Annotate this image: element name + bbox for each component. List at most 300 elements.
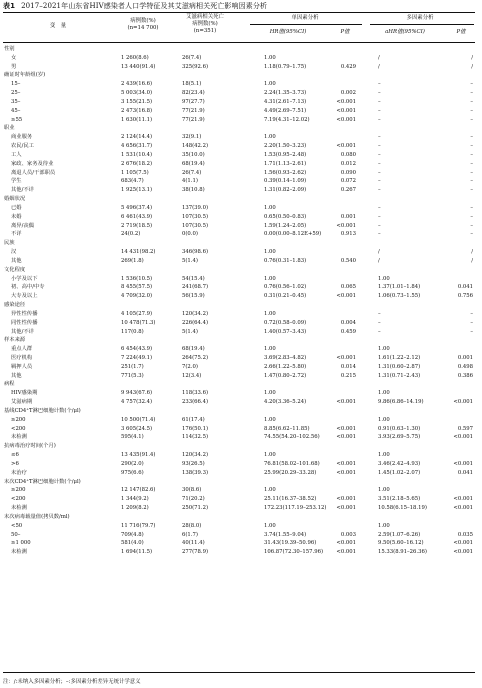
p-uni-cell: <0.001 [336, 399, 356, 406]
variable-cell: 艾滋病期 [11, 399, 33, 406]
hr-cell: 1.40(0.57–3.43) [264, 328, 307, 335]
hr-cell: 25.99(20.29–33.28) [264, 469, 317, 476]
ahr-cell: / [378, 249, 380, 256]
cases-cell: 10 500(71.4) [121, 416, 156, 423]
table-row [3, 63, 475, 72]
p-uni-cell: 0.913 [340, 231, 356, 238]
variable-cell: 女 [11, 54, 17, 61]
variable-cell: <50 [11, 522, 23, 529]
deaths-cell: 176(50.1) [182, 425, 209, 432]
cases-cell: 117(0.8) [121, 328, 144, 335]
p-multi-cell: 0.035 [457, 531, 473, 538]
hr-cell: 106.87(72.30–157.96) [264, 549, 324, 556]
cases-cell: 3 155(21.5) [121, 98, 153, 105]
table-row [3, 160, 475, 169]
p-multi-cell: <0.001 [453, 540, 473, 547]
variable-cell: 未婚 [11, 213, 22, 220]
deaths-cell: 68(19.4) [182, 346, 205, 353]
deaths-cell: 233(66.4) [182, 399, 209, 406]
hr-cell: 4.20(3.36–5.24) [264, 399, 307, 406]
hr-cell: 1.18(0.79–1.75) [264, 63, 307, 70]
cases-cell: 975(6.6) [121, 469, 144, 476]
hr-cell: 1.00 [264, 416, 276, 423]
table-row [3, 345, 475, 354]
section-label: 末次CD4⁺T淋巴细胞计数(个/μl) [4, 478, 81, 485]
table-footnote: 注：/:未纳入多因素分析；–:多因素分析差异无统计学意义 [3, 679, 141, 685]
hr-cell: 1.47(0.80–2.72) [264, 372, 307, 379]
table-row [3, 98, 475, 107]
deaths-cell: 77(21.9) [182, 107, 205, 114]
ahr-cell: / [378, 257, 380, 264]
table-row [3, 204, 475, 213]
deaths-cell: 148(42.2) [182, 143, 209, 150]
p-uni-cell: <0.001 [336, 425, 356, 432]
cases-cell: 1 630(11.1) [121, 116, 153, 123]
multivariate-underline [370, 24, 474, 25]
cases-cell: 683(4.7) [121, 178, 144, 185]
header-cases [112, 18, 174, 32]
cases-cell: 5 003(34.0) [121, 90, 153, 97]
deaths-cell: 7(2.0) [182, 363, 198, 370]
deaths-cell: 18(5.1) [182, 81, 202, 88]
cases-cell: 709(4.8) [121, 531, 144, 538]
ahr-cell: – [378, 204, 381, 211]
cases-cell: 4 656(31.7) [121, 143, 153, 150]
variable-cell: 异性性传播 [11, 310, 38, 317]
table-row [3, 151, 475, 160]
hr-cell: 4.49(2.69–7.51) [264, 107, 307, 114]
hr-cell: 0.65(0.50–0.83) [264, 213, 307, 220]
p-multi-cell: / [471, 63, 473, 70]
section-label: 确证时年龄组(岁) [4, 72, 46, 79]
p-uni-cell: 0.459 [340, 328, 356, 335]
table-row [3, 222, 475, 231]
cases-cell: 13 440(91.4) [121, 63, 156, 70]
cases-cell: 2 124(14.4) [121, 134, 153, 141]
hr-cell: 7.19(4.31–12.02) [264, 116, 310, 123]
deaths-cell: 30(8.6) [182, 487, 202, 494]
p-multi-cell: <0.001 [453, 399, 473, 406]
cases-cell: 1 260(8.6) [121, 54, 149, 61]
variable-cell: 35– [11, 98, 21, 105]
deaths-cell: 56(15.9) [182, 293, 205, 300]
hr-cell: 0.76(0.31–1.83) [264, 257, 307, 264]
p-uni-cell: 0.001 [340, 213, 356, 220]
ahr-cell: 9.50(5.60–16.12) [378, 540, 424, 547]
ahr-cell: 1.45(1.02–2.07) [378, 469, 421, 476]
table-row [3, 460, 475, 469]
p-uni-cell: 0.080 [340, 151, 356, 158]
deaths-cell: 107(30.5) [182, 222, 209, 229]
ahr-cell: 1.00 [378, 416, 390, 423]
variable-cell: 不详 [11, 231, 22, 238]
p-multi-cell: 0.001 [457, 354, 473, 361]
ahr-cell: – [378, 319, 381, 326]
deaths-cell: 77(21.9) [182, 116, 205, 123]
p-uni-cell: 0.003 [340, 531, 356, 538]
ahr-cell: – [378, 81, 381, 88]
p-multi-cell: <0.001 [453, 549, 473, 556]
table-row [3, 275, 475, 284]
deaths-cell: 120(34.2) [182, 310, 209, 317]
hr-cell: 2.66(1.22–5.80) [264, 363, 307, 370]
section-row [3, 380, 475, 389]
deaths-cell: 250(71.2) [182, 505, 209, 512]
cases-cell: 4 757(32.4) [121, 399, 153, 406]
section-row [3, 71, 475, 80]
p-multi-cell: 0.386 [457, 372, 473, 379]
hr-cell: 1.00 [264, 249, 276, 256]
cases-cell: 12 147(82.6) [121, 487, 156, 494]
p-multi-cell: – [470, 143, 473, 150]
table-row [3, 363, 475, 372]
ahr-cell: 1.06(0.73–1.55) [378, 293, 421, 300]
variable-cell: 初、高中/中专 [11, 284, 45, 291]
hr-cell: 1.71(1.13–2.61) [264, 160, 307, 167]
ahr-cell: – [378, 222, 381, 229]
p-uni-cell: 0.014 [340, 363, 356, 370]
table-title [3, 1, 267, 11]
section-row [3, 513, 475, 522]
cases-cell: 1 209(8.2) [121, 505, 149, 512]
ahr-cell: 3.93(2.69–5.75) [378, 434, 421, 441]
section-row [3, 124, 475, 133]
section-row [3, 442, 475, 451]
variable-cell: 其他 [11, 257, 22, 264]
deaths-cell: 107(30.5) [182, 213, 209, 220]
deaths-cell: 277(78.9) [182, 549, 209, 556]
p-multi-cell: – [470, 116, 473, 123]
table-row [3, 486, 475, 495]
table-row [3, 283, 475, 292]
table-row [3, 531, 475, 540]
table-row [3, 548, 475, 557]
hr-cell: 4.31(2.61–7.13) [264, 98, 307, 105]
hr-cell: 1.59(1.24–2.05) [264, 222, 307, 229]
cases-cell: 2 676(18.2) [121, 160, 153, 167]
section-label: 婚姻状况 [4, 196, 26, 203]
p-uni-cell: 0.072 [340, 178, 356, 185]
deaths-cell: 61(17.4) [182, 416, 205, 423]
p-multi-cell: 0.498 [457, 363, 473, 370]
variable-cell: HIV感染期 [11, 390, 38, 397]
cases-cell: 7 224(49.1) [121, 354, 153, 361]
p-multi-cell: – [470, 169, 473, 176]
deaths-cell: 5(1.4) [182, 257, 198, 264]
hr-cell: 2.20(1.50–3.23) [264, 143, 307, 150]
section-row [3, 478, 475, 487]
section-label: 民族 [4, 240, 15, 247]
table-row [3, 292, 475, 301]
variable-cell: 未检测 [11, 434, 27, 441]
deaths-cell: 97(27.7) [182, 98, 205, 105]
table-row [3, 504, 475, 513]
hr-cell: 1.56(0.93–2.62) [264, 169, 307, 176]
p-multi-cell: 0.597 [457, 425, 473, 432]
hr-cell: 1.00 [264, 452, 276, 459]
ahr-cell: 10.58(6.15–18.19) [378, 505, 427, 512]
ahr-cell: 1.61(1.22–2.12) [378, 354, 421, 361]
ahr-cell: 3.46(2.42–4.93) [378, 460, 421, 467]
section-label: 病程 [4, 381, 15, 388]
deaths-cell: 5(1.4) [182, 328, 198, 335]
p-multi-cell: / [471, 249, 473, 256]
ahr-cell: 1.00 [378, 390, 390, 397]
ahr-cell: 1.00 [378, 452, 390, 459]
table-row [3, 107, 475, 116]
p-uni-cell: <0.001 [336, 116, 356, 123]
section-row [3, 239, 475, 248]
deaths-cell: 346(98.6) [182, 249, 209, 256]
hr-cell: 1.00 [264, 346, 276, 353]
p-multi-cell: / [471, 54, 473, 61]
hr-cell: 76.81(58.02–101.68) [264, 460, 320, 467]
variable-cell: 羁押人员 [11, 363, 33, 370]
section-row [3, 266, 475, 275]
table-row [3, 539, 475, 548]
p-multi-cell: – [470, 231, 473, 238]
hr-cell: 3.74(1.55–9.04) [264, 531, 307, 538]
hr-cell: 1.00 [264, 134, 276, 141]
variable-cell: 男 [11, 63, 17, 70]
header-deaths [172, 14, 238, 35]
p-multi-cell: 0.041 [457, 469, 473, 476]
hr-cell: 0.31(0.21–0.45) [264, 293, 307, 300]
ahr-cell: – [378, 231, 381, 238]
section-label: 感染途径 [4, 302, 26, 309]
header-variable: 变 量 [49, 23, 67, 29]
variable-cell: 重点人群 [11, 346, 33, 353]
cases-cell: 4 709(32.0) [121, 293, 153, 300]
variable-cell: ≥1 000 [11, 540, 31, 547]
hr-cell: 8.85(6.62–11.85) [264, 425, 310, 432]
table-row [3, 433, 475, 442]
ahr-cell: – [378, 213, 381, 220]
header-rule [3, 42, 475, 43]
cases-cell: 2 439(16.6) [121, 81, 153, 88]
cases-cell: 6 461(43.9) [121, 213, 153, 220]
variable-cell: 商业服务 [11, 134, 33, 141]
table-title-text: 2017–2021年山东省HIV感染者人口学特征及其艾滋病相关死亡影响因素分析 [21, 2, 268, 10]
deaths-cell: 68(19.4) [182, 160, 205, 167]
p-multi-cell: 0.756 [457, 293, 473, 300]
variable-cell: 汉 [11, 249, 17, 256]
ahr-cell: / [378, 54, 380, 61]
cases-cell: 10 478(71.3) [121, 319, 156, 326]
p-multi-cell: – [470, 151, 473, 158]
table-row [3, 133, 475, 142]
variable-cell: 农民/民工 [11, 143, 34, 150]
ahr-cell: 1.37(1.01–1.84) [378, 284, 421, 291]
cases-cell: 5 496(37.4) [121, 204, 153, 211]
p-uni-cell: <0.001 [336, 460, 356, 467]
p-uni-cell: <0.001 [336, 98, 356, 105]
table-row [3, 310, 475, 319]
deaths-cell: 32(9.1) [182, 134, 202, 141]
hr-cell: 1.00 [264, 310, 276, 317]
deaths-cell: 0(0.0) [182, 231, 198, 238]
ahr-cell: – [378, 310, 381, 317]
p-uni-cell: <0.001 [336, 469, 356, 476]
table-row [3, 354, 475, 363]
hr-cell: 2.24(1.35–3.73) [264, 90, 307, 97]
deaths-cell: 325(92.6) [182, 63, 209, 70]
p-uni-cell: <0.001 [336, 143, 356, 150]
ahr-cell: 0.91(0.63–1.30) [378, 425, 421, 432]
p-multi-cell: / [471, 257, 473, 264]
ahr-cell: – [378, 187, 381, 194]
cases-cell: 11 716(79.7) [121, 522, 156, 529]
table-row [3, 319, 475, 328]
p-multi-cell: – [470, 98, 473, 105]
p-uni-cell: <0.001 [336, 496, 356, 503]
ahr-cell: 2.59(1.07–6.26) [378, 531, 421, 538]
univariate-underline [250, 24, 362, 25]
cases-cell: 1 536(10.5) [121, 275, 153, 282]
cases-cell: 1 531(10.4) [121, 151, 153, 158]
p-uni-cell: <0.001 [336, 354, 356, 361]
ahr-cell: – [378, 328, 381, 335]
deaths-cell: 114(32.5) [182, 434, 209, 441]
cases-cell: 581(4.0) [121, 540, 144, 547]
table-row [3, 372, 475, 381]
p-uni-cell: <0.001 [336, 293, 356, 300]
ahr-cell: 1.31(0.71–2.43) [378, 372, 421, 379]
variable-cell: >6 [11, 460, 19, 467]
ahr-cell: 15.33(8.91–26.36) [378, 549, 427, 556]
table-row [3, 213, 475, 222]
variable-cell: 未检测 [11, 549, 27, 556]
variable-cell: <200 [11, 425, 26, 432]
cases-cell: 1 105(7.5) [121, 169, 149, 176]
deaths-cell: 28(8.0) [182, 522, 202, 529]
p-multi-cell: – [470, 187, 473, 194]
table-body [3, 45, 475, 557]
deaths-cell: 137(39.0) [182, 204, 209, 211]
table-row [3, 328, 475, 337]
p-uni-cell: 0.012 [340, 160, 356, 167]
section-label: 基线CD4⁺T淋巴细胞计数(个/μl) [4, 407, 81, 414]
header-deaths-line1: 艾滋病相关死亡 [186, 14, 224, 20]
bottom-rule [3, 672, 475, 673]
hr-cell: 31.43(19.39–50.96) [264, 540, 317, 547]
cases-cell: 1 925(13.1) [121, 187, 153, 194]
variable-cell: 学生 [11, 178, 22, 185]
p-multi-cell: 0.041 [457, 284, 473, 291]
ahr-cell: / [378, 63, 380, 70]
table-row [3, 116, 475, 125]
variable-cell: <200 [11, 496, 26, 503]
variable-cell: ≥55 [11, 116, 23, 123]
table-row [3, 186, 475, 195]
header-ahr: aHR值(95%CI) [385, 29, 425, 35]
variable-cell: 25– [11, 90, 21, 97]
cases-cell: 3 605(24.5) [121, 425, 153, 432]
p-uni-cell: 0.002 [340, 90, 356, 97]
variable-cell: 离退人员/干部职员 [11, 169, 56, 176]
variable-cell: 医疗机构 [11, 354, 33, 361]
variable-cell: 其他/不详 [11, 328, 34, 335]
hr-cell: 1.00 [264, 390, 276, 397]
header-p2: P值 [456, 29, 466, 35]
p-uni-cell: 0.004 [340, 319, 356, 326]
hr-cell: 25.11(16.37–38.52) [264, 496, 317, 503]
p-uni-cell: 0.215 [340, 372, 356, 379]
ahr-cell: – [378, 178, 381, 185]
table-row [3, 451, 475, 460]
deaths-cell: 35(10.0) [182, 151, 205, 158]
table-row [3, 89, 475, 98]
ahr-cell: – [378, 116, 381, 123]
cases-cell: 269(1.8) [121, 257, 144, 264]
header-hr: HR值(95%CI) [269, 29, 307, 35]
table-row [3, 248, 475, 257]
variable-cell: ≥200 [11, 416, 26, 423]
p-multi-cell: – [470, 134, 473, 141]
section-label: 抗病毒治疗时间(个月) [4, 443, 56, 450]
ahr-cell: – [378, 107, 381, 114]
table-row [3, 416, 475, 425]
p-multi-cell: – [470, 107, 473, 114]
deaths-cell: 12(3.4) [182, 372, 202, 379]
p-multi-cell: – [470, 310, 473, 317]
cases-cell: 8 455(57.5) [121, 284, 153, 291]
section-label: 末次病毒载量值(拷贝数/ml) [4, 513, 70, 520]
hr-cell: 74.55(54.20–102.56) [264, 434, 320, 441]
variable-cell: 15– [11, 81, 21, 88]
deaths-cell: 54(15.4) [182, 275, 205, 282]
ahr-cell: 9.86(6.86–14.19) [378, 399, 424, 406]
deaths-cell: 26(7.4) [182, 169, 202, 176]
hr-cell: 1.00 [264, 275, 276, 282]
deaths-cell: 6(1.7) [182, 531, 198, 538]
section-label: 职业 [4, 125, 15, 132]
p-multi-cell: – [470, 319, 473, 326]
variable-cell: 45– [11, 107, 21, 114]
top-rule [3, 12, 475, 13]
ahr-cell: – [378, 169, 381, 176]
header-cases-line1: 病例数(%) [130, 18, 156, 24]
hr-cell: 1.31(0.82–2.09) [264, 187, 307, 194]
deaths-cell: 264(75.2) [182, 354, 209, 361]
hr-cell: 172.23(117.19–253.12) [264, 505, 327, 512]
hr-cell: 0.39(0.14–1.09) [264, 178, 307, 185]
section-row [3, 45, 475, 54]
p-multi-cell: <0.001 [453, 460, 473, 467]
cases-cell: 771(5.3) [121, 372, 144, 379]
cases-cell: 9 943(67.6) [121, 390, 153, 397]
table-label: 表1 [3, 2, 16, 10]
deaths-cell: 138(39.3) [182, 469, 209, 476]
hr-cell: 1.00 [264, 522, 276, 529]
variable-cell: 工人 [11, 151, 22, 158]
table-row [3, 169, 475, 178]
ahr-cell: – [378, 98, 381, 105]
variable-cell: 未治疗 [11, 469, 27, 476]
variable-cell: ≤6 [11, 452, 19, 459]
hr-cell: 0.00(0.00–8.12E+59) [264, 231, 322, 238]
cases-cell: 290(2.0) [121, 460, 144, 467]
ahr-cell: 1.00 [378, 522, 390, 529]
table-row [3, 177, 475, 186]
hr-cell: 3.69(2.83–4.82) [264, 354, 307, 361]
cases-cell: 251(1.7) [121, 363, 144, 370]
p-multi-cell: <0.001 [453, 496, 473, 503]
p-multi-cell: – [470, 178, 473, 185]
cases-cell: 14 431(98.2) [121, 249, 156, 256]
section-row [3, 195, 475, 204]
p-uni-cell: 0.267 [340, 187, 356, 194]
